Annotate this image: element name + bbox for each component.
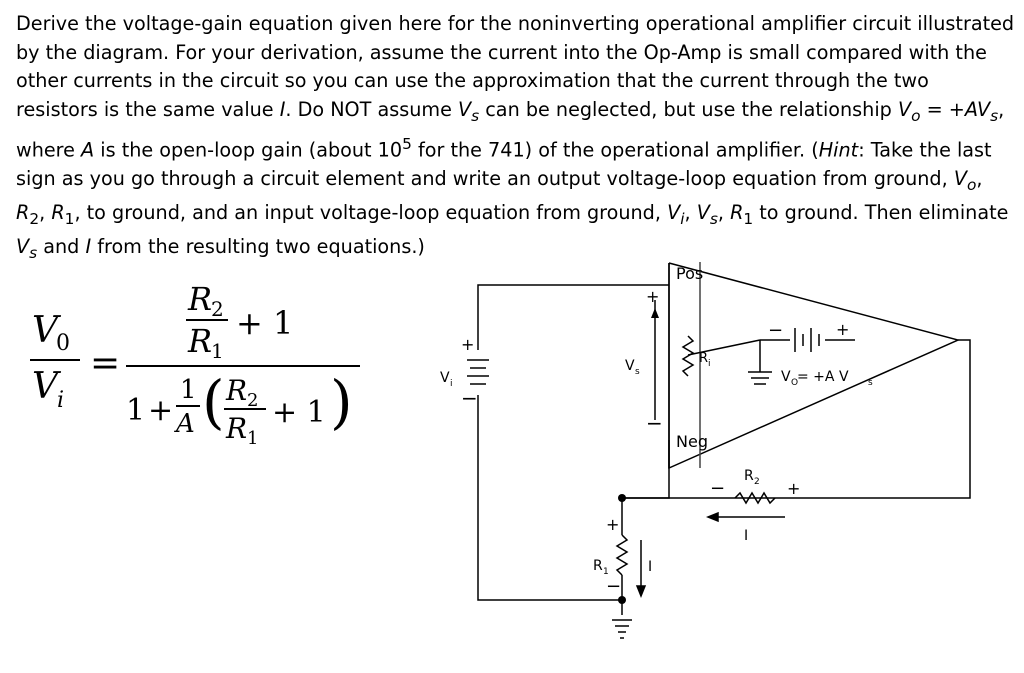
svg-text:s: s (868, 378, 873, 388)
svg-text:+: + (836, 320, 850, 339)
equals-sign: = (90, 343, 121, 384)
lhs-vo: V (32, 310, 58, 351)
svg-text:(: ( (202, 368, 225, 436)
svg-text:+: + (606, 515, 620, 534)
r1-resistor (617, 535, 627, 575)
node-dot (618, 596, 626, 604)
svg-text:R: R (226, 412, 248, 445)
svg-text:O: O (791, 378, 799, 388)
i-label-r1: I (648, 559, 653, 575)
svg-text:0: 0 (56, 331, 70, 356)
hint-label: Hint (818, 138, 859, 162)
svg-text:s: s (635, 367, 640, 377)
r1-label: R (593, 558, 603, 574)
svg-text:−: − (461, 386, 478, 410)
pos-label: Pos (676, 264, 704, 283)
r2-label: R (744, 468, 754, 484)
svg-text:+: + (646, 287, 660, 306)
svg-text:2: 2 (754, 477, 760, 487)
problem-statement: Derive the voltage-gain equation given here for the noninverting operational amplifier circuit illustrated by the diagram. For your derivation, assume the current into the Op-Amp is small compared with the other currents in the circuit so you can use the approximation that the current through the two resistors is the same value I. Do NOT assume $V_s$ can be neglected, but use the relationship $V_o = +AV_s$, where A is the open-loop gain (about $10^5$ for the 741) of the operational amplifier. (Hint: Take the last sign as you go through a circuit element and write an output voltage-loop equation from ground, $V_o$, $R_2$, $R_1$, to ground, and an input voltage-loop equation from ground, $V_i$, $V_s$, $R_1$ to ground. Then eliminate $V_s$ and I from the resulting two equations.) (16, 12, 1015, 263)
svg-text:+: + (461, 335, 475, 354)
neg-label: Neg (676, 432, 708, 451)
svg-text:1: 1 (211, 339, 224, 363)
svg-text:): ) (330, 368, 353, 436)
svg-text:+ 1: + 1 (236, 304, 294, 342)
svg-text:−: − (768, 320, 784, 341)
var-I: I (279, 97, 286, 121)
svg-text:−: − (710, 478, 726, 499)
wire-feedback (622, 340, 970, 498)
svg-text:1: 1 (180, 375, 197, 405)
svg-text:−: − (646, 411, 663, 435)
svg-text:+: + (787, 479, 801, 498)
svg-text:R: R (699, 351, 709, 366)
svg-text:i: i (450, 379, 453, 389)
ri-resistor (683, 336, 693, 376)
svg-text:1: 1 (247, 428, 259, 449)
vo-label: V (781, 369, 791, 385)
svg-text:1: 1 (126, 393, 146, 428)
wire-neg (622, 440, 669, 520)
svg-text:R: R (226, 374, 248, 407)
svg-text:R: R (188, 322, 213, 360)
svg-text:A: A (176, 409, 195, 439)
wire-top (478, 285, 669, 350)
svg-text:2: 2 (211, 297, 224, 321)
node-dot (618, 494, 626, 502)
svg-text:i: i (57, 388, 65, 413)
vs-label: V (625, 358, 635, 374)
op-amp-triangle (669, 263, 958, 468)
svg-text:+ 1: + 1 (272, 395, 326, 430)
svg-text:2: 2 (247, 390, 259, 411)
svg-text:i: i (708, 359, 711, 369)
vi-label: V (440, 370, 450, 386)
svg-text:−: − (606, 576, 622, 597)
svg-text:R: R (188, 280, 213, 318)
i-label-r2: I (744, 528, 749, 544)
lhs-vi: V (32, 366, 58, 407)
svg-text:1: 1 (603, 567, 609, 577)
svg-text:= +A V: = +A V (797, 369, 849, 385)
svg-text:+: + (148, 393, 174, 428)
